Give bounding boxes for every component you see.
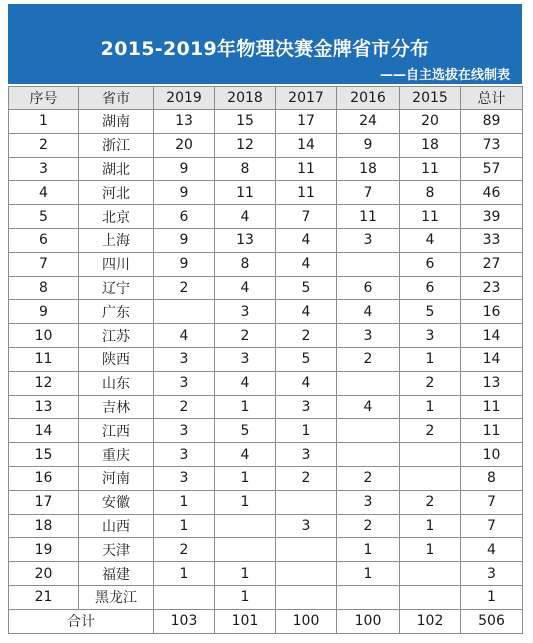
cell-total: 7 xyxy=(461,490,523,514)
cell-2018: 13 xyxy=(215,228,276,252)
cell-province: 重庆 xyxy=(79,443,154,467)
cell-total: 1 xyxy=(461,585,523,609)
cell-2018: 4 xyxy=(215,276,276,300)
table-row xyxy=(9,347,523,371)
cell-total: 73 xyxy=(461,133,523,157)
cell-2017: 2 xyxy=(276,466,337,490)
table-row xyxy=(9,228,523,252)
cell-rank: 5 xyxy=(9,205,79,229)
cell-2018: 8 xyxy=(215,157,276,181)
table-body xyxy=(9,110,523,610)
cell-2019: 2 xyxy=(154,276,215,300)
cell-total: 46 xyxy=(461,181,523,205)
table-row xyxy=(9,562,523,586)
total-sum: 506 xyxy=(461,609,523,633)
cell-province: 辽宁 xyxy=(79,276,154,300)
cell-2016 xyxy=(337,419,400,443)
cell-total: 14 xyxy=(461,347,523,371)
cell-2015 xyxy=(400,585,461,609)
cell-2017: 2 xyxy=(276,324,337,348)
cell-2018: 1 xyxy=(215,490,276,514)
cell-2016: 18 xyxy=(337,157,400,181)
cell-2018 xyxy=(215,514,276,538)
cell-rank: 3 xyxy=(9,157,79,181)
cell-2015: 2 xyxy=(400,419,461,443)
cell-2018: 8 xyxy=(215,252,276,276)
cell-2018: 4 xyxy=(215,205,276,229)
cell-2018: 1 xyxy=(215,562,276,586)
table-row xyxy=(9,585,523,609)
cell-2015: 1 xyxy=(400,347,461,371)
cell-2017 xyxy=(276,538,337,562)
cell-2015: 8 xyxy=(400,181,461,205)
header-2019: 2019 xyxy=(154,87,215,110)
table-row xyxy=(9,252,523,276)
cell-total: 13 xyxy=(461,371,523,395)
table-row xyxy=(9,205,523,229)
cell-total: 33 xyxy=(461,228,523,252)
cell-total: 39 xyxy=(461,205,523,229)
cell-2019: 3 xyxy=(154,466,215,490)
cell-province: 黑龙江 xyxy=(79,585,154,609)
cell-2019: 2 xyxy=(154,395,215,419)
cell-2019: 3 xyxy=(154,347,215,371)
cell-2017: 11 xyxy=(276,181,337,205)
cell-2015 xyxy=(400,443,461,467)
cell-province: 浙江 xyxy=(79,133,154,157)
cell-total: 3 xyxy=(461,562,523,586)
cell-rank: 6 xyxy=(9,228,79,252)
table-row xyxy=(9,276,523,300)
table-row xyxy=(9,395,523,419)
cell-2015 xyxy=(400,466,461,490)
cell-province: 广东 xyxy=(79,300,154,324)
cell-total: 23 xyxy=(461,276,523,300)
cell-2018: 1 xyxy=(215,466,276,490)
cell-rank: 9 xyxy=(9,300,79,324)
cell-rank: 17 xyxy=(9,490,79,514)
cell-2017 xyxy=(276,585,337,609)
cell-total: 7 xyxy=(461,514,523,538)
cell-2019 xyxy=(154,585,215,609)
cell-2019: 9 xyxy=(154,228,215,252)
cell-2017: 5 xyxy=(276,347,337,371)
cell-2015: 3 xyxy=(400,324,461,348)
cell-2016 xyxy=(337,371,400,395)
cell-2015: 1 xyxy=(400,395,461,419)
cell-2018 xyxy=(215,538,276,562)
cell-2017: 4 xyxy=(276,228,337,252)
cell-rank: 2 xyxy=(9,133,79,157)
cell-2019: 2 xyxy=(154,538,215,562)
table-row xyxy=(9,466,523,490)
cell-total: 11 xyxy=(461,419,523,443)
table-row xyxy=(9,324,523,348)
cell-2015: 2 xyxy=(400,490,461,514)
cell-province: 北京 xyxy=(79,205,154,229)
cell-2016: 4 xyxy=(337,395,400,419)
cell-2018: 4 xyxy=(215,371,276,395)
cell-2016: 2 xyxy=(337,466,400,490)
total-row xyxy=(9,609,523,633)
cell-2019: 4 xyxy=(154,324,215,348)
medal-distribution-table xyxy=(8,86,523,634)
cell-2017: 4 xyxy=(276,371,337,395)
cell-2017 xyxy=(276,490,337,514)
cell-2015: 11 xyxy=(400,205,461,229)
header-rank: 序号 xyxy=(9,87,79,110)
cell-province: 上海 xyxy=(79,228,154,252)
cell-total: 8 xyxy=(461,466,523,490)
cell-2019: 3 xyxy=(154,419,215,443)
cell-2017: 5 xyxy=(276,276,337,300)
cell-2015: 11 xyxy=(400,157,461,181)
cell-2016: 24 xyxy=(337,110,400,134)
table-row xyxy=(9,490,523,514)
cell-province: 吉林 xyxy=(79,395,154,419)
cell-2018: 4 xyxy=(215,443,276,467)
cell-2016: 7 xyxy=(337,181,400,205)
cell-total: 89 xyxy=(461,110,523,134)
cell-2016: 2 xyxy=(337,347,400,371)
cell-2016 xyxy=(337,252,400,276)
cell-province: 天津 xyxy=(79,538,154,562)
cell-province: 湖北 xyxy=(79,157,154,181)
header-2016: 2016 xyxy=(337,87,400,110)
cell-2017: 14 xyxy=(276,133,337,157)
cell-2018: 1 xyxy=(215,395,276,419)
cell-rank: 20 xyxy=(9,562,79,586)
cell-2017 xyxy=(276,562,337,586)
cell-2015: 6 xyxy=(400,276,461,300)
cell-2017: 7 xyxy=(276,205,337,229)
cell-rank: 16 xyxy=(9,466,79,490)
cell-2016 xyxy=(337,443,400,467)
cell-2018: 3 xyxy=(215,300,276,324)
cell-2019: 1 xyxy=(154,562,215,586)
table-row xyxy=(9,514,523,538)
cell-2017: 3 xyxy=(276,514,337,538)
cell-2019: 9 xyxy=(154,181,215,205)
table-row xyxy=(9,133,523,157)
medal-table-document xyxy=(8,4,522,637)
cell-province: 福建 xyxy=(79,562,154,586)
cell-2019: 1 xyxy=(154,490,215,514)
cell-province: 河南 xyxy=(79,466,154,490)
cell-2016: 3 xyxy=(337,324,400,348)
cell-2015: 1 xyxy=(400,514,461,538)
cell-2017: 1 xyxy=(276,419,337,443)
table-header-row xyxy=(9,87,523,110)
cell-province: 四川 xyxy=(79,252,154,276)
cell-2019: 3 xyxy=(154,371,215,395)
cell-2015: 4 xyxy=(400,228,461,252)
cell-2016: 3 xyxy=(337,228,400,252)
cell-rank: 10 xyxy=(9,324,79,348)
cell-2018: 2 xyxy=(215,324,276,348)
cell-rank: 14 xyxy=(9,419,79,443)
cell-total: 11 xyxy=(461,395,523,419)
cell-total: 14 xyxy=(461,324,523,348)
cell-2018: 15 xyxy=(215,110,276,134)
cell-2015 xyxy=(400,562,461,586)
table-row xyxy=(9,538,523,562)
total-2019: 103 xyxy=(154,609,215,633)
cell-2019: 3 xyxy=(154,443,215,467)
cell-2015: 6 xyxy=(400,252,461,276)
cell-2016 xyxy=(337,585,400,609)
cell-2016: 4 xyxy=(337,300,400,324)
cell-province: 江西 xyxy=(79,419,154,443)
total-2015: 102 xyxy=(400,609,461,633)
cell-province: 河北 xyxy=(79,181,154,205)
cell-2018: 1 xyxy=(215,585,276,609)
header-province: 省市 xyxy=(79,87,154,110)
cell-total: 10 xyxy=(461,443,523,467)
cell-2018: 3 xyxy=(215,347,276,371)
cell-rank: 18 xyxy=(9,514,79,538)
table-row xyxy=(9,443,523,467)
cell-province: 山西 xyxy=(79,514,154,538)
cell-rank: 1 xyxy=(9,110,79,134)
table-row xyxy=(9,419,523,443)
cell-2017: 11 xyxy=(276,157,337,181)
cell-2016: 11 xyxy=(337,205,400,229)
cell-2017: 3 xyxy=(276,443,337,467)
cell-2019 xyxy=(154,300,215,324)
document-title: 2015-2019年物理决赛金牌省市分布 xyxy=(100,38,430,60)
cell-2017: 3 xyxy=(276,395,337,419)
cell-2015: 5 xyxy=(400,300,461,324)
cell-rank: 21 xyxy=(9,585,79,609)
cell-rank: 4 xyxy=(9,181,79,205)
cell-province: 山东 xyxy=(79,371,154,395)
cell-2017: 4 xyxy=(276,252,337,276)
cell-2018: 12 xyxy=(215,133,276,157)
cell-province: 江苏 xyxy=(79,324,154,348)
total-2017: 100 xyxy=(276,609,337,633)
table-row xyxy=(9,371,523,395)
cell-province: 安徽 xyxy=(79,490,154,514)
cell-rank: 8 xyxy=(9,276,79,300)
cell-2018: 5 xyxy=(215,419,276,443)
cell-2015: 18 xyxy=(400,133,461,157)
cell-rank: 19 xyxy=(9,538,79,562)
cell-2015: 20 xyxy=(400,110,461,134)
document-subtitle: ——自主选拔在线制表 xyxy=(379,68,510,83)
cell-2016: 1 xyxy=(337,538,400,562)
total-2016: 100 xyxy=(337,609,400,633)
cell-2019: 9 xyxy=(154,252,215,276)
cell-2015: 2 xyxy=(400,371,461,395)
cell-2015: 1 xyxy=(400,538,461,562)
total-2018: 101 xyxy=(215,609,276,633)
total-label: 合计 xyxy=(9,609,154,633)
cell-total: 27 xyxy=(461,252,523,276)
cell-total: 4 xyxy=(461,538,523,562)
cell-2016: 9 xyxy=(337,133,400,157)
cell-rank: 7 xyxy=(9,252,79,276)
cell-2019: 1 xyxy=(154,514,215,538)
table-row xyxy=(9,300,523,324)
cell-2019: 20 xyxy=(154,133,215,157)
cell-2016: 6 xyxy=(337,276,400,300)
cell-2019: 6 xyxy=(154,205,215,229)
cell-province: 陕西 xyxy=(79,347,154,371)
header-2015: 2015 xyxy=(400,87,461,110)
cell-rank: 12 xyxy=(9,371,79,395)
table-row xyxy=(9,157,523,181)
cell-total: 16 xyxy=(461,300,523,324)
cell-rank: 11 xyxy=(9,347,79,371)
cell-2016: 1 xyxy=(337,562,400,586)
cell-province: 湖南 xyxy=(79,110,154,134)
table-row xyxy=(9,181,523,205)
cell-2017: 4 xyxy=(276,300,337,324)
cell-2017: 17 xyxy=(276,110,337,134)
cell-2018: 11 xyxy=(215,181,276,205)
header-2017: 2017 xyxy=(276,87,337,110)
cell-2016: 3 xyxy=(337,490,400,514)
header-2018: 2018 xyxy=(215,87,276,110)
title-banner xyxy=(8,4,522,84)
cell-2019: 13 xyxy=(154,110,215,134)
cell-rank: 13 xyxy=(9,395,79,419)
cell-rank: 15 xyxy=(9,443,79,467)
cell-2019: 9 xyxy=(154,157,215,181)
table-row xyxy=(9,110,523,134)
header-total: 总计 xyxy=(461,87,523,110)
cell-total: 57 xyxy=(461,157,523,181)
cell-2016: 2 xyxy=(337,514,400,538)
